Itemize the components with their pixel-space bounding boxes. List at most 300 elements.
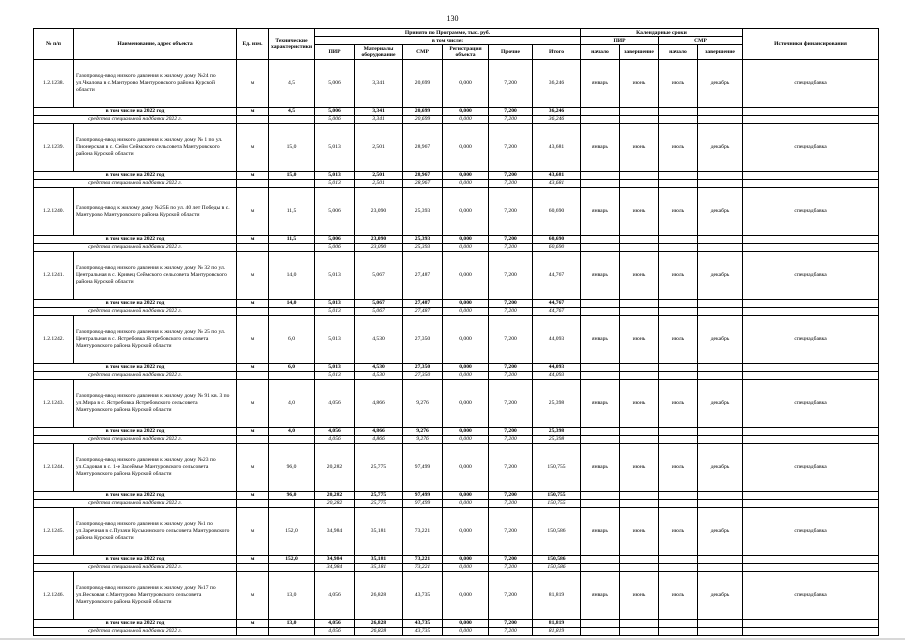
table-row-special-surcharge xyxy=(34,180,879,188)
table-row-special-surcharge xyxy=(34,308,879,316)
total-cell: 44,093 xyxy=(533,364,581,372)
smr-cell: 28,967 xyxy=(403,124,443,172)
other-cell: 7,200 xyxy=(489,428,533,436)
materials-cell: 25,775 xyxy=(355,500,403,508)
header-cal-smr: СМР xyxy=(659,37,743,45)
table-row-special-surcharge xyxy=(34,628,879,636)
other-cell: 7,200 xyxy=(489,444,533,492)
table-row-object xyxy=(34,188,879,236)
materials-cell: 23,090 xyxy=(355,236,403,244)
header-materials: Материалы оборудование xyxy=(355,45,403,60)
empty-cell xyxy=(659,564,698,572)
materials-cell: 4,530 xyxy=(355,364,403,372)
source-cell: спецнадбавка xyxy=(743,252,879,300)
materials-cell: 25,775 xyxy=(355,444,403,492)
header-tech: Технические характеристики xyxy=(269,29,315,60)
empty-cell xyxy=(581,628,620,636)
empty-cell xyxy=(620,372,659,380)
empty-cell xyxy=(581,172,620,180)
pir-cell: 20,282 xyxy=(315,492,355,500)
total-cell: 25,398 xyxy=(533,428,581,436)
smr-start-cell: июль xyxy=(659,252,698,300)
empty-cell xyxy=(620,172,659,180)
reg-cell: 0,000 xyxy=(443,620,489,628)
table-body xyxy=(34,60,879,636)
empty-cell xyxy=(743,116,879,124)
smr-cell: 27,487 xyxy=(403,300,443,308)
tech-cell: 6,0 xyxy=(269,364,315,372)
smr-cell: 20,699 xyxy=(403,116,443,124)
table-row-year-total xyxy=(34,620,879,628)
reg-cell: 0,000 xyxy=(443,508,489,556)
program-table-container xyxy=(33,28,878,636)
year-total-label: в том числе на 2022 год xyxy=(34,300,237,308)
object-name: Газопровод-ввод низкого давления к жилому дому №1 по ул.Заречная в с.Пузачи Куськинского сельсовета Мантуровского района Курской области xyxy=(74,508,237,556)
reg-cell: 0,000 xyxy=(443,108,489,116)
pir-cell: 5,006 xyxy=(315,188,355,236)
total-cell: 36,246 xyxy=(533,108,581,116)
pir-cell: 5,006 xyxy=(315,236,355,244)
empty-cell xyxy=(581,556,620,564)
pir-start-cell: январь xyxy=(581,252,620,300)
object-name: Газопровод-ввод низкого давления к жилому дому № 32 по ул. Центральная в с. Кривец Сеймского сельсовета Мантуровского района Курской области xyxy=(74,252,237,300)
source-cell: спецнадбавка xyxy=(743,444,879,492)
pir-end-cell: июнь xyxy=(620,60,659,108)
smr-start-cell: июль xyxy=(659,188,698,236)
total-cell: 44,093 xyxy=(533,316,581,364)
smr-end-cell: декабрь xyxy=(698,124,743,172)
source-cell: спецнадбавка xyxy=(743,124,879,172)
row-number: 1.2.1240. xyxy=(34,188,74,236)
materials-cell: 26,828 xyxy=(355,572,403,620)
smr-cell: 27,350 xyxy=(403,372,443,380)
empty-cell xyxy=(581,244,620,252)
empty-cell xyxy=(620,556,659,564)
empty-cell xyxy=(743,236,879,244)
empty-cell xyxy=(581,492,620,500)
materials-cell: 4,866 xyxy=(355,428,403,436)
table-row-year-total xyxy=(34,236,879,244)
tech-cell: 14,0 xyxy=(269,252,315,300)
reg-cell: 0,000 xyxy=(443,188,489,236)
materials-cell: 35,181 xyxy=(355,564,403,572)
table-header xyxy=(34,29,879,60)
table-row-year-total xyxy=(34,172,879,180)
empty-cell xyxy=(581,620,620,628)
smr-cell: 27,350 xyxy=(403,364,443,372)
year-total-label: в том числе на 2022 год xyxy=(34,236,237,244)
pir-end-cell: июнь xyxy=(620,252,659,300)
special-surcharge-label: средства специальной надбавки 2022 г. xyxy=(34,372,237,380)
empty-cell xyxy=(743,172,879,180)
other-cell: 7,200 xyxy=(489,180,533,188)
empty-cell xyxy=(698,428,743,436)
smr-cell: 97,499 xyxy=(403,492,443,500)
empty-cell xyxy=(659,308,698,316)
special-surcharge-label: средства специальной надбавки 2022 г. xyxy=(34,500,237,508)
empty-cell xyxy=(269,564,315,572)
empty-cell xyxy=(237,116,269,124)
reg-cell: 0,000 xyxy=(443,556,489,564)
reg-cell: 0,000 xyxy=(443,444,489,492)
header-calendar: Календарные сроки xyxy=(581,29,743,37)
table-row-special-surcharge xyxy=(34,116,879,124)
year-total-label: в том числе на 2022 год xyxy=(34,108,237,116)
pir-end-cell: июнь xyxy=(620,508,659,556)
smr-start-cell: июль xyxy=(659,316,698,364)
table-row-object xyxy=(34,252,879,300)
pir-cell: 5,013 xyxy=(315,364,355,372)
table-row-object xyxy=(34,124,879,172)
header-source: Источники финансирования xyxy=(743,29,879,60)
empty-cell xyxy=(659,108,698,116)
unit-cell: м xyxy=(237,108,269,116)
row-number: 1.2.1238. xyxy=(34,60,74,108)
pir-end-cell: июнь xyxy=(620,316,659,364)
materials-cell: 2,501 xyxy=(355,124,403,172)
reg-cell: 0,000 xyxy=(443,372,489,380)
pir-end-cell: июнь xyxy=(620,572,659,620)
empty-cell xyxy=(237,180,269,188)
pir-end-cell: июнь xyxy=(620,188,659,236)
pir-start-cell: январь xyxy=(581,188,620,236)
other-cell: 7,200 xyxy=(489,628,533,636)
total-cell: 36,246 xyxy=(533,116,581,124)
empty-cell xyxy=(659,372,698,380)
smr-cell: 97,499 xyxy=(403,444,443,492)
smr-end-cell: декабрь xyxy=(698,252,743,300)
tech-cell: 152,0 xyxy=(269,556,315,564)
other-cell: 7,200 xyxy=(489,172,533,180)
total-cell: 60,690 xyxy=(533,188,581,236)
reg-cell: 0,000 xyxy=(443,236,489,244)
pir-cell: 4,056 xyxy=(315,628,355,636)
unit-cell: м xyxy=(237,620,269,628)
reg-cell: 0,000 xyxy=(443,564,489,572)
materials-cell: 35,181 xyxy=(355,508,403,556)
total-cell: 44,767 xyxy=(533,252,581,300)
smr-cell: 9,276 xyxy=(403,436,443,444)
empty-cell xyxy=(237,308,269,316)
reg-cell: 0,000 xyxy=(443,572,489,620)
materials-cell: 2,501 xyxy=(355,180,403,188)
empty-cell xyxy=(659,500,698,508)
empty-cell xyxy=(620,180,659,188)
empty-cell xyxy=(581,116,620,124)
pir-cell: 5,013 xyxy=(315,300,355,308)
pir-cell: 5,013 xyxy=(315,124,355,172)
reg-cell: 0,000 xyxy=(443,308,489,316)
empty-cell xyxy=(698,116,743,124)
object-name: Газопровод-ввод к жилому дому №25Б по ул. 40 лет Победы в с. Мантурово Мантуровского района Курской области xyxy=(74,188,237,236)
smr-start-cell: июль xyxy=(659,444,698,492)
other-cell: 7,200 xyxy=(489,236,533,244)
unit-cell: м xyxy=(237,60,269,108)
empty-cell xyxy=(698,500,743,508)
pir-cell: 5,013 xyxy=(315,308,355,316)
empty-cell xyxy=(659,236,698,244)
year-total-label: в том числе на 2022 год xyxy=(34,556,237,564)
reg-cell: 0,000 xyxy=(443,172,489,180)
tech-cell: 15,0 xyxy=(269,172,315,180)
row-number: 1.2.1245. xyxy=(34,508,74,556)
object-name: Газопровод-ввод низкого давления к жилому дому № 1 по ул. Пионерская в с. Сейм Сеймского сельсовета Мантуровского района Курской области xyxy=(74,124,237,172)
unit-cell: м xyxy=(237,236,269,244)
year-total-label: в том числе на 2022 год xyxy=(34,492,237,500)
pir-cell: 5,013 xyxy=(315,180,355,188)
header-total: Итого xyxy=(533,45,581,60)
empty-cell xyxy=(743,620,879,628)
materials-cell: 5,067 xyxy=(355,300,403,308)
materials-cell: 26,828 xyxy=(355,628,403,636)
tech-cell: 6,0 xyxy=(269,316,315,364)
row-number: 1.2.1246. xyxy=(34,572,74,620)
empty-cell xyxy=(237,436,269,444)
empty-cell xyxy=(698,108,743,116)
empty-cell xyxy=(698,372,743,380)
empty-cell xyxy=(620,300,659,308)
empty-cell xyxy=(581,108,620,116)
materials-cell: 5,067 xyxy=(355,252,403,300)
other-cell: 7,200 xyxy=(489,372,533,380)
smr-cell: 73,221 xyxy=(403,556,443,564)
pir-cell: 4,056 xyxy=(315,380,355,428)
smr-cell: 43,735 xyxy=(403,620,443,628)
other-cell: 7,200 xyxy=(489,380,533,428)
smr-end-cell: декабрь xyxy=(698,60,743,108)
special-surcharge-label: средства специальной надбавки 2022 г. xyxy=(34,180,237,188)
smr-end-cell: декабрь xyxy=(698,508,743,556)
empty-cell xyxy=(269,180,315,188)
smr-start-cell: июль xyxy=(659,60,698,108)
other-cell: 7,200 xyxy=(489,508,533,556)
object-name: Газопровод-ввод низкого давления к жилому дому № 25 по ул. Центральная в с. Ястребовка Ястребовского сельсовета Мантуровского района Курской области xyxy=(74,316,237,364)
materials-cell: 35,181 xyxy=(355,556,403,564)
smr-cell: 43,735 xyxy=(403,628,443,636)
empty-cell xyxy=(620,500,659,508)
empty-cell xyxy=(620,436,659,444)
table-row-special-surcharge xyxy=(34,244,879,252)
reg-cell: 0,000 xyxy=(443,116,489,124)
table-row-object xyxy=(34,380,879,428)
smr-start-cell: июль xyxy=(659,380,698,428)
smr-cell: 73,221 xyxy=(403,508,443,556)
total-cell: 43,681 xyxy=(533,180,581,188)
pir-cell: 34,984 xyxy=(315,508,355,556)
unit-cell: м xyxy=(237,428,269,436)
other-cell: 7,200 xyxy=(489,492,533,500)
pir-cell: 34,984 xyxy=(315,556,355,564)
materials-cell: 25,775 xyxy=(355,492,403,500)
pir-start-cell: январь xyxy=(581,60,620,108)
table-row-special-surcharge xyxy=(34,372,879,380)
smr-cell: 9,276 xyxy=(403,380,443,428)
other-cell: 7,200 xyxy=(489,364,533,372)
materials-cell: 4,866 xyxy=(355,436,403,444)
smr-start-cell: июль xyxy=(659,508,698,556)
reg-cell: 0,000 xyxy=(443,252,489,300)
materials-cell: 4,530 xyxy=(355,372,403,380)
empty-cell xyxy=(269,436,315,444)
object-name: Газопровод-ввод низкого давления к жилому дому №23 по ул.Садовая в с. 1-е Засеймье Мантуровского сельсовета Мантуровского района Курской области xyxy=(74,444,237,492)
year-total-label: в том числе на 2022 год xyxy=(34,172,237,180)
empty-cell xyxy=(698,492,743,500)
empty-cell xyxy=(698,556,743,564)
header-smr-start: начало xyxy=(659,45,698,60)
pir-end-cell: июнь xyxy=(620,380,659,428)
page-number: 130 xyxy=(446,14,459,23)
pir-end-cell: июнь xyxy=(620,444,659,492)
materials-cell: 2,501 xyxy=(355,172,403,180)
unit-cell: м xyxy=(237,492,269,500)
smr-cell: 20,699 xyxy=(403,108,443,116)
smr-cell: 25,393 xyxy=(403,236,443,244)
empty-cell xyxy=(237,372,269,380)
header-including: в том числе: xyxy=(315,37,581,45)
total-cell: 150,586 xyxy=(533,508,581,556)
empty-cell xyxy=(698,364,743,372)
other-cell: 7,200 xyxy=(489,300,533,308)
empty-cell xyxy=(237,244,269,252)
smr-cell: 27,487 xyxy=(403,252,443,300)
pir-cell: 20,282 xyxy=(315,500,355,508)
empty-cell xyxy=(743,372,879,380)
unit-cell: м xyxy=(237,364,269,372)
empty-cell xyxy=(581,236,620,244)
table-row-special-surcharge xyxy=(34,564,879,572)
empty-cell xyxy=(620,244,659,252)
empty-cell xyxy=(659,620,698,628)
smr-end-cell: декабрь xyxy=(698,380,743,428)
source-cell: спецнадбавка xyxy=(743,316,879,364)
empty-cell xyxy=(743,244,879,252)
empty-cell xyxy=(659,116,698,124)
special-surcharge-label: средства специальной надбавки 2022 г. xyxy=(34,116,237,124)
other-cell: 7,200 xyxy=(489,116,533,124)
empty-cell xyxy=(581,372,620,380)
pir-start-cell: январь xyxy=(581,444,620,492)
total-cell: 60,690 xyxy=(533,236,581,244)
smr-cell: 25,393 xyxy=(403,188,443,236)
other-cell: 7,200 xyxy=(489,308,533,316)
smr-cell: 28,967 xyxy=(403,180,443,188)
tech-cell: 96,0 xyxy=(269,444,315,492)
table-row-year-total xyxy=(34,364,879,372)
header-other: Прочие xyxy=(489,45,533,60)
empty-cell xyxy=(743,500,879,508)
other-cell: 7,200 xyxy=(489,620,533,628)
empty-cell xyxy=(269,372,315,380)
empty-cell xyxy=(659,180,698,188)
empty-cell xyxy=(620,108,659,116)
smr-cell: 27,350 xyxy=(403,316,443,364)
pir-cell: 5,006 xyxy=(315,116,355,124)
tech-cell: 4,0 xyxy=(269,428,315,436)
reg-cell: 0,000 xyxy=(443,428,489,436)
empty-cell xyxy=(743,364,879,372)
table-row-year-total xyxy=(34,428,879,436)
smr-cell: 20,699 xyxy=(403,60,443,108)
program-table xyxy=(33,28,879,636)
pir-start-cell: январь xyxy=(581,124,620,172)
smr-cell: 28,967 xyxy=(403,172,443,180)
reg-cell: 0,000 xyxy=(443,316,489,364)
empty-cell xyxy=(743,628,879,636)
reg-cell: 0,000 xyxy=(443,300,489,308)
empty-cell xyxy=(743,180,879,188)
other-cell: 7,200 xyxy=(489,564,533,572)
materials-cell: 23,090 xyxy=(355,188,403,236)
row-number: 1.2.1244. xyxy=(34,444,74,492)
materials-cell: 3,341 xyxy=(355,116,403,124)
tech-cell: 4,5 xyxy=(269,108,315,116)
table-row-year-total xyxy=(34,492,879,500)
tech-cell: 152,0 xyxy=(269,508,315,556)
row-number: 1.2.1241. xyxy=(34,252,74,300)
pir-start-cell: январь xyxy=(581,380,620,428)
empty-cell xyxy=(743,300,879,308)
total-cell: 25,398 xyxy=(533,380,581,428)
unit-cell: м xyxy=(237,316,269,364)
empty-cell xyxy=(581,500,620,508)
empty-cell xyxy=(659,492,698,500)
reg-cell: 0,000 xyxy=(443,364,489,372)
pir-cell: 4,056 xyxy=(315,620,355,628)
pir-cell: 5,006 xyxy=(315,108,355,116)
header-name: Наименование, адрес объекта xyxy=(74,29,237,60)
header-pir-end: завершение xyxy=(620,45,659,60)
total-cell: 36,246 xyxy=(533,60,581,108)
other-cell: 7,200 xyxy=(489,572,533,620)
empty-cell xyxy=(620,364,659,372)
empty-cell xyxy=(743,308,879,316)
special-surcharge-label: средства специальной надбавки 2022 г. xyxy=(34,436,237,444)
table-row-object xyxy=(34,60,879,108)
empty-cell xyxy=(743,428,879,436)
reg-cell: 0,000 xyxy=(443,244,489,252)
materials-cell: 4,530 xyxy=(355,316,403,364)
year-total-label: в том числе на 2022 год xyxy=(34,620,237,628)
other-cell: 7,200 xyxy=(489,244,533,252)
table-row-object xyxy=(34,444,879,492)
empty-cell xyxy=(659,172,698,180)
smr-end-cell: декабрь xyxy=(698,444,743,492)
empty-cell xyxy=(698,628,743,636)
reg-cell: 0,000 xyxy=(443,380,489,428)
pir-start-cell: январь xyxy=(581,508,620,556)
pir-start-cell: январь xyxy=(581,316,620,364)
total-cell: 44,767 xyxy=(533,300,581,308)
header-num: № п/п xyxy=(34,29,74,60)
empty-cell xyxy=(620,236,659,244)
empty-cell xyxy=(743,556,879,564)
total-cell: 81,819 xyxy=(533,620,581,628)
smr-cell: 73,221 xyxy=(403,564,443,572)
empty-cell xyxy=(659,556,698,564)
smr-cell: 9,276 xyxy=(403,428,443,436)
smr-cell: 43,735 xyxy=(403,572,443,620)
reg-cell: 0,000 xyxy=(443,60,489,108)
empty-cell xyxy=(659,364,698,372)
empty-cell xyxy=(269,308,315,316)
other-cell: 7,200 xyxy=(489,108,533,116)
tech-cell: 4,5 xyxy=(269,60,315,108)
special-surcharge-label: средства специальной надбавки 2022 г. xyxy=(34,308,237,316)
other-cell: 7,200 xyxy=(489,436,533,444)
unit-cell: м xyxy=(237,444,269,492)
table-row-year-total xyxy=(34,300,879,308)
unit-cell: м xyxy=(237,556,269,564)
